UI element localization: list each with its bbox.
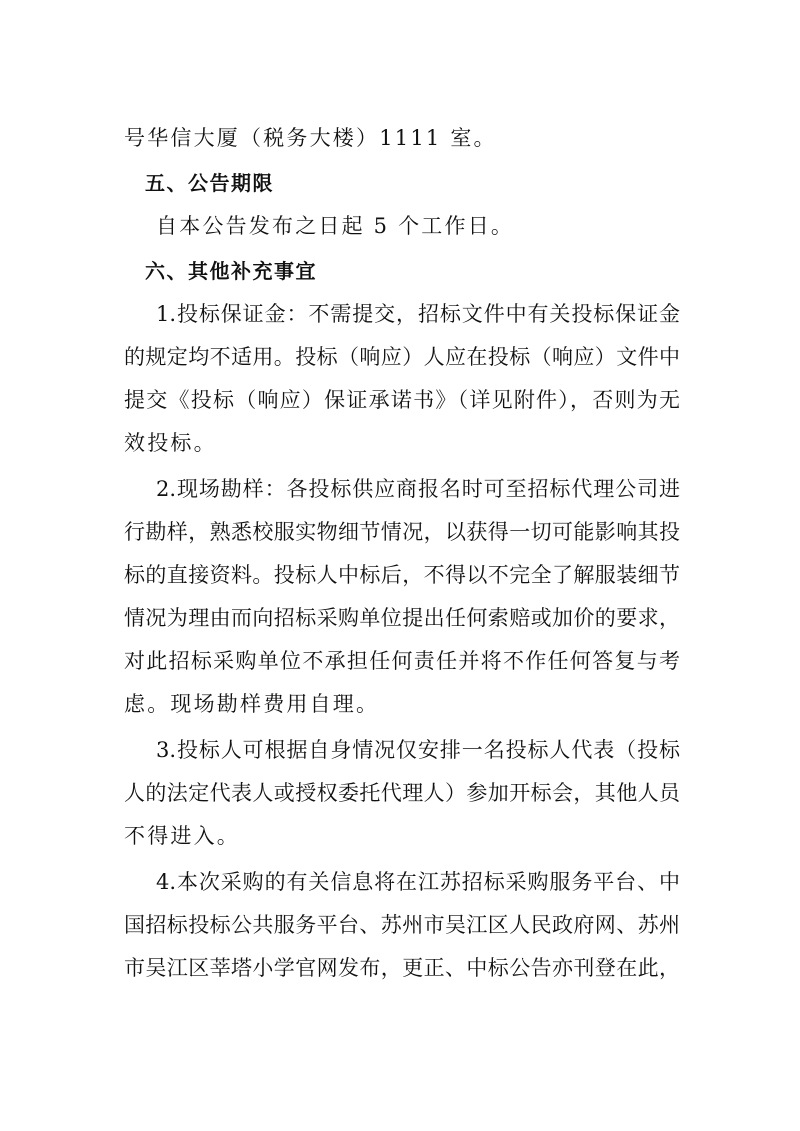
paragraph-line: 人的法定代表人或授权委托代理人）参加开标会，其他人员 — [124, 781, 680, 805]
paragraph-line: 虑。现场勘样费用自理。 — [124, 692, 380, 716]
paragraph-line: 行勘样，熟悉校服实物细节情况，以获得一切可能影响其投 — [124, 520, 680, 544]
section-heading-other-matters: 六、其他补充事宜 — [145, 259, 317, 283]
paragraph-line: 自本公告发布之日起 5 个工作日。 — [156, 214, 515, 238]
section-heading-announcement-period: 五、公告期限 — [145, 171, 274, 195]
paragraph-line: 不得进入。 — [124, 824, 240, 848]
paragraph-line: 号华信大厦（税务大楼）1111 室。 — [124, 126, 497, 150]
paragraph-line: 标的直接资料。投标人中标后，不得以不完全了解服装细节 — [124, 563, 680, 587]
paragraph-line: 效投标。 — [124, 431, 217, 455]
paragraph-line: 3.投标人可根据自身情况仅安排一名投标人代表（投标 — [156, 738, 680, 762]
paragraph-line: 的规定均不适用。投标（响应）人应在投标（响应）文件中 — [124, 345, 680, 369]
paragraph-line: 情况为理由而向招标采购单位提出任何索赔或加价的要求， — [124, 606, 680, 630]
paragraph-line: 1.投标保证金：不需提交，招标文件中有关投标保证金 — [156, 302, 680, 326]
paragraph-line: 市吴江区莘塔小学官网发布，更正、中标公告亦刊登在此， — [124, 956, 680, 980]
paragraph-line: 提交《投标（响应）保证承诺书》（详见附件），否则为无 — [124, 388, 680, 412]
paragraph-line: 国招标投标公共服务平台、苏州市吴江区人民政府网、苏州 — [124, 913, 680, 937]
paragraph-line: 对此招标采购单位不承担任何责任并将不作任何答复与考 — [124, 649, 680, 673]
paragraph-line: 2.现场勘样：各投标供应商报名时可至招标代理公司进 — [156, 477, 680, 501]
paragraph-line: 4.本次采购的有关信息将在江苏招标采购服务平台、中 — [156, 870, 680, 894]
